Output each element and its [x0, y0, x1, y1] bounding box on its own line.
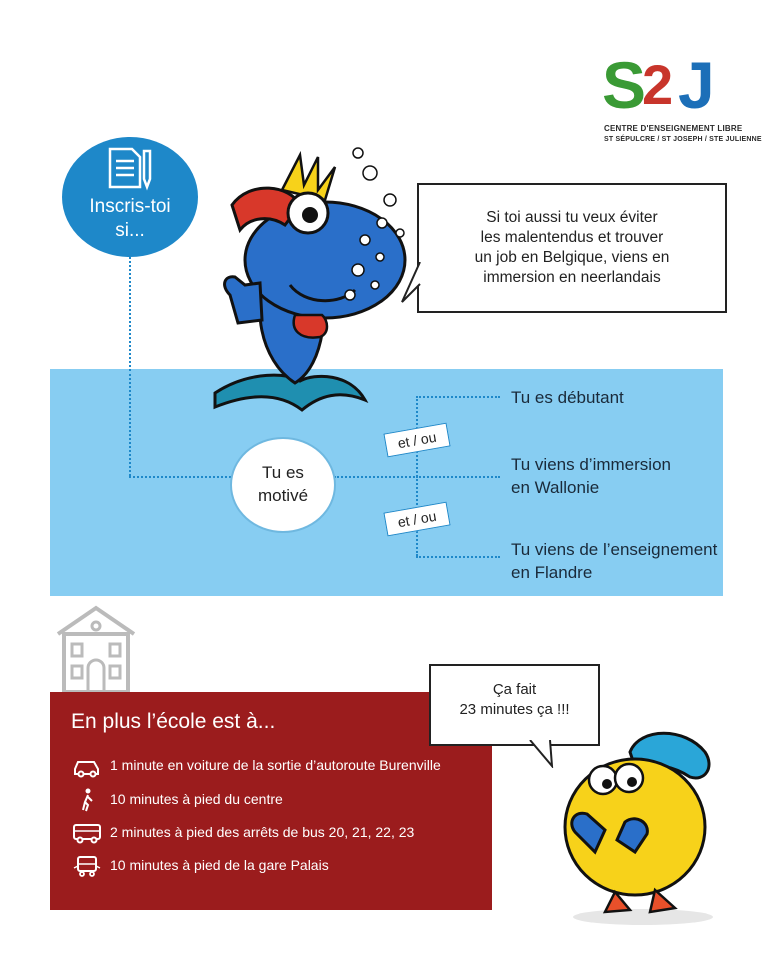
connector-option-2 — [416, 476, 500, 478]
speech-bubble-bottom-text — [431, 680, 598, 720]
bubble-bottom-line-2: 23 minutes ça !!! — [459, 701, 570, 718]
svg-text:2: 2 — [642, 53, 674, 116]
school-building-icon — [50, 604, 142, 694]
blue-fish-illustration — [190, 145, 420, 435]
option-flanders-line-2: en Flandre — [511, 563, 593, 582]
signup-circle — [62, 137, 198, 257]
access-item-walk-text: 10 minutes à pied du centre — [110, 791, 283, 807]
connector-option-1 — [416, 396, 500, 398]
option-wallonia — [511, 453, 671, 499]
bubble-bottom-line-1: Ça fait — [492, 681, 537, 698]
pedestrian-icon — [72, 788, 102, 812]
panel-title: En plus l’école est à... — [71, 710, 276, 733]
option-beginner — [511, 386, 624, 409]
bubble-top-line-1: Si toi aussi tu veux éviter — [486, 209, 658, 226]
speech-bubble-bottom-tail — [528, 740, 558, 768]
logo-line-2: ST SÉPULCRE / ST JOSEPH / STE JULIENNE — [604, 136, 762, 143]
access-item-train-text: 10 minutes à pied de la gare Palais — [110, 857, 329, 873]
bubble-top-line-4: immersion en neerlandais — [483, 269, 661, 286]
school-access-panel — [50, 692, 492, 910]
connector-option-3 — [416, 556, 500, 558]
access-item-car-text: 1 minute en voiture de la sortie d’autoroute Burenville — [110, 757, 441, 773]
option-flanders-line-1: Tu viens de l’enseignement — [511, 540, 718, 559]
option-beginner-text: Tu es débutant — [511, 388, 624, 407]
option-wallonia-line-2: en Wallonie — [511, 478, 600, 497]
access-item-bus-text: 2 minutes à pied des arrêts de bus 20, 21, 22, 23 — [110, 824, 415, 840]
connector-from-motive — [334, 476, 418, 478]
s2j-logo-mark — [598, 50, 738, 120]
and-or-tag-2: et / ou — [383, 502, 450, 537]
and-or-tag-1: et / ou — [383, 423, 450, 458]
signup-label: Inscris-toi si... — [89, 196, 171, 241]
speech-bubble-top-text — [419, 208, 725, 288]
connector-vertical-band — [129, 369, 131, 476]
option-flanders — [511, 538, 717, 584]
car-icon — [72, 754, 102, 778]
svg-text:S: S — [602, 50, 647, 120]
yellow-fish-illustration — [555, 722, 730, 932]
bus-icon — [72, 821, 102, 845]
speech-bubble-top-tail — [400, 262, 422, 306]
document-pen-icon — [106, 145, 156, 193]
bubble-top-line-3: un job en Belgique, viens en — [474, 249, 670, 266]
train-icon — [72, 854, 102, 878]
bubble-top-line-2: les malentendus et trouver — [480, 229, 664, 246]
speech-bubble-top — [417, 183, 727, 313]
motivated-circle — [230, 437, 336, 533]
option-wallonia-line-1: Tu viens d’immersion — [511, 455, 671, 474]
school-logo — [598, 50, 762, 150]
motivated-line-2: motivé — [257, 486, 309, 505]
svg-text:J: J — [678, 50, 715, 120]
connector-to-motive — [129, 476, 231, 478]
logo-line-1: CENTRE D'ENSEIGNEMENT LIBRE — [604, 124, 743, 133]
motivated-line-1: Tu es — [262, 463, 304, 482]
